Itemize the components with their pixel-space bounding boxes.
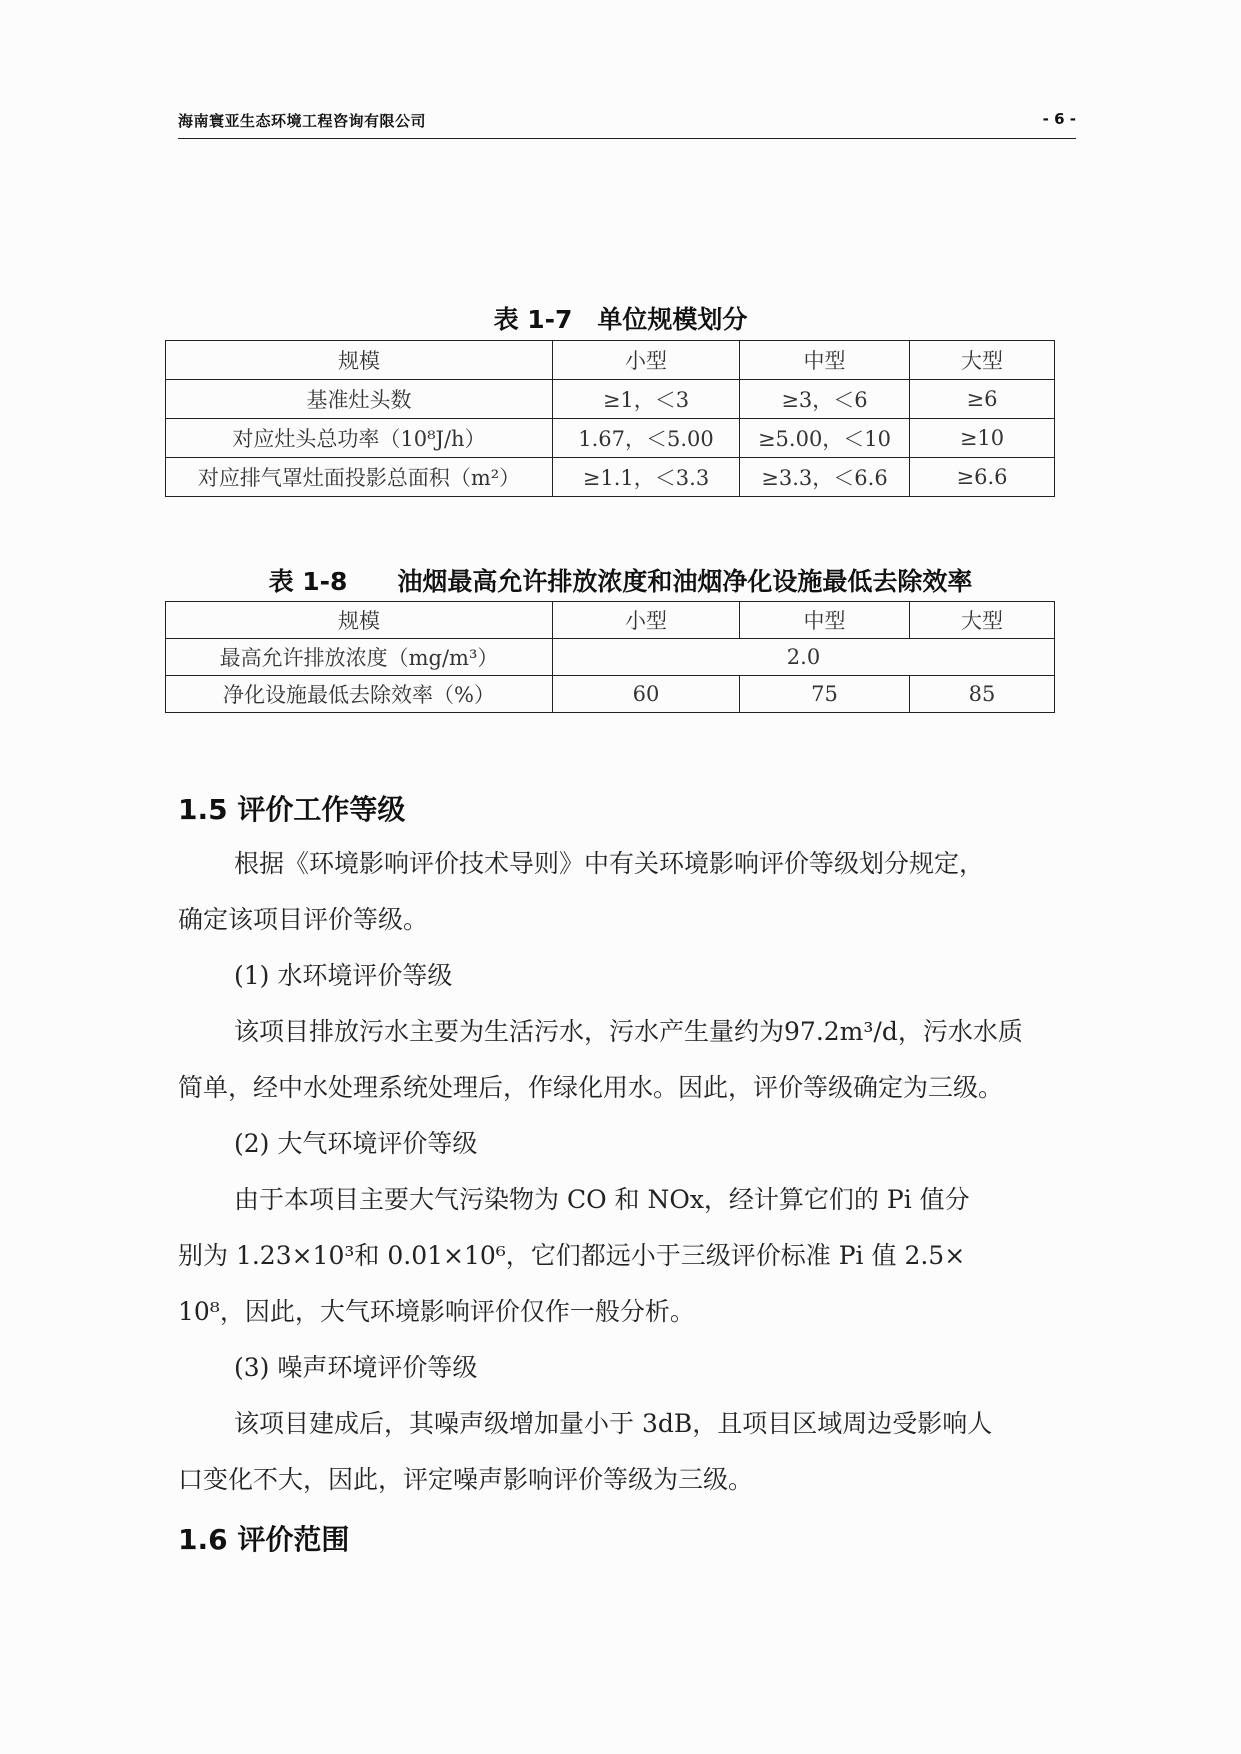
section-heading-1-6: 1.6 评价范围 — [178, 1523, 350, 1556]
header-cell: 规模 — [166, 602, 553, 639]
table-cell: ≥6.6 — [910, 458, 1055, 497]
company-name: 海南寰亚生态环境工程咨询有限公司 — [178, 112, 427, 130]
table-row — [166, 380, 1055, 419]
subheading-noise: (3) 噪声环境评价等级 — [234, 1353, 478, 1382]
section-heading-1-5: 1.5 评价工作等级 — [178, 793, 406, 826]
paragraph-line: 该项目建成后，其噪声级增加量小于 3dB，且项目区域周边受影响人 — [234, 1409, 993, 1438]
table-row — [166, 419, 1055, 458]
table-cell: 1.67，＜5.00 — [553, 419, 740, 458]
header-cell: 小型 — [553, 341, 740, 380]
subheading-water: (1) 水环境评价等级 — [234, 961, 453, 990]
table-1-7 — [165, 340, 1055, 497]
table-1-7-caption: 表 1-7 单位规模划分 — [493, 305, 748, 334]
header-cell: 规模 — [166, 341, 553, 380]
table-row — [166, 676, 1055, 713]
table-cell: ≥3，＜6 — [740, 380, 910, 419]
table-1-8 — [165, 601, 1055, 713]
paragraph-line: 该项目排放污水主要为生活污水，污水产生量约为97.2m³/d，污水水质 — [234, 1017, 1023, 1046]
header-cell: 大型 — [910, 602, 1055, 639]
table-cell: 净化设施最低去除效率（%） — [166, 676, 553, 713]
header-cell: 中型 — [740, 602, 910, 639]
table-cell: ≥1.1，＜3.3 — [553, 458, 740, 497]
page-header — [178, 110, 1076, 139]
paragraph-line: 根据《环境影响评价技术导则》中有关环境影响评价等级划分规定， — [234, 849, 985, 878]
table-cell: ≥6 — [910, 380, 1055, 419]
table-cell: 对应排气罩灶面投影总面积（m²） — [166, 458, 553, 497]
table-header-row — [166, 341, 1055, 380]
table-cell: ≥3.3，＜6.6 — [740, 458, 910, 497]
paragraph-line: 由于本项目主要大气污染物为 CO 和 NOx，经计算它们的 Pi 值分 — [234, 1185, 970, 1214]
table-row — [166, 639, 1055, 676]
table-1-8-caption: 表 1-8 油烟最高允许排放浓度和油烟净化设施最低去除效率 — [268, 567, 973, 596]
header-cell: 大型 — [910, 341, 1055, 380]
paragraph-line: 确定该项目评价等级。 — [178, 905, 429, 934]
table-cell: 60 — [553, 676, 740, 713]
table-cell: 最高允许排放浓度（mg/m³） — [166, 639, 553, 676]
table-header-row — [166, 602, 1055, 639]
page-number: - 6 - — [1042, 110, 1076, 128]
paragraph-line: 口变化不大，因此，评定噪声影响评价等级为三级。 — [178, 1465, 754, 1494]
table-cell-merged: 2.0 — [553, 639, 1055, 676]
paragraph-line: 10⁸，因此，大气环境影响评价仅作一般分析。 — [178, 1297, 695, 1326]
table-cell: 75 — [740, 676, 910, 713]
table-cell: ≥10 — [910, 419, 1055, 458]
table-cell: ≥5.00，＜10 — [740, 419, 910, 458]
paragraph-line: 简单，经中水处理系统处理后，作绿化用水。因此，评价等级确定为三级。 — [178, 1073, 1004, 1102]
subheading-air: (2) 大气环境评价等级 — [234, 1129, 478, 1158]
table-cell: ≥1，＜3 — [553, 380, 740, 419]
table-cell: 对应灶头总功率（10⁸J/h） — [166, 419, 553, 458]
paragraph-line: 别为 1.23×10³和 0.01×10⁶，它们都远小于三级评价标准 Pi 值 2.5× — [178, 1241, 966, 1270]
header-cell: 中型 — [740, 341, 910, 380]
table-row — [166, 458, 1055, 497]
header-cell: 小型 — [553, 602, 740, 639]
table-cell: 基准灶头数 — [166, 380, 553, 419]
table-cell: 85 — [910, 676, 1055, 713]
